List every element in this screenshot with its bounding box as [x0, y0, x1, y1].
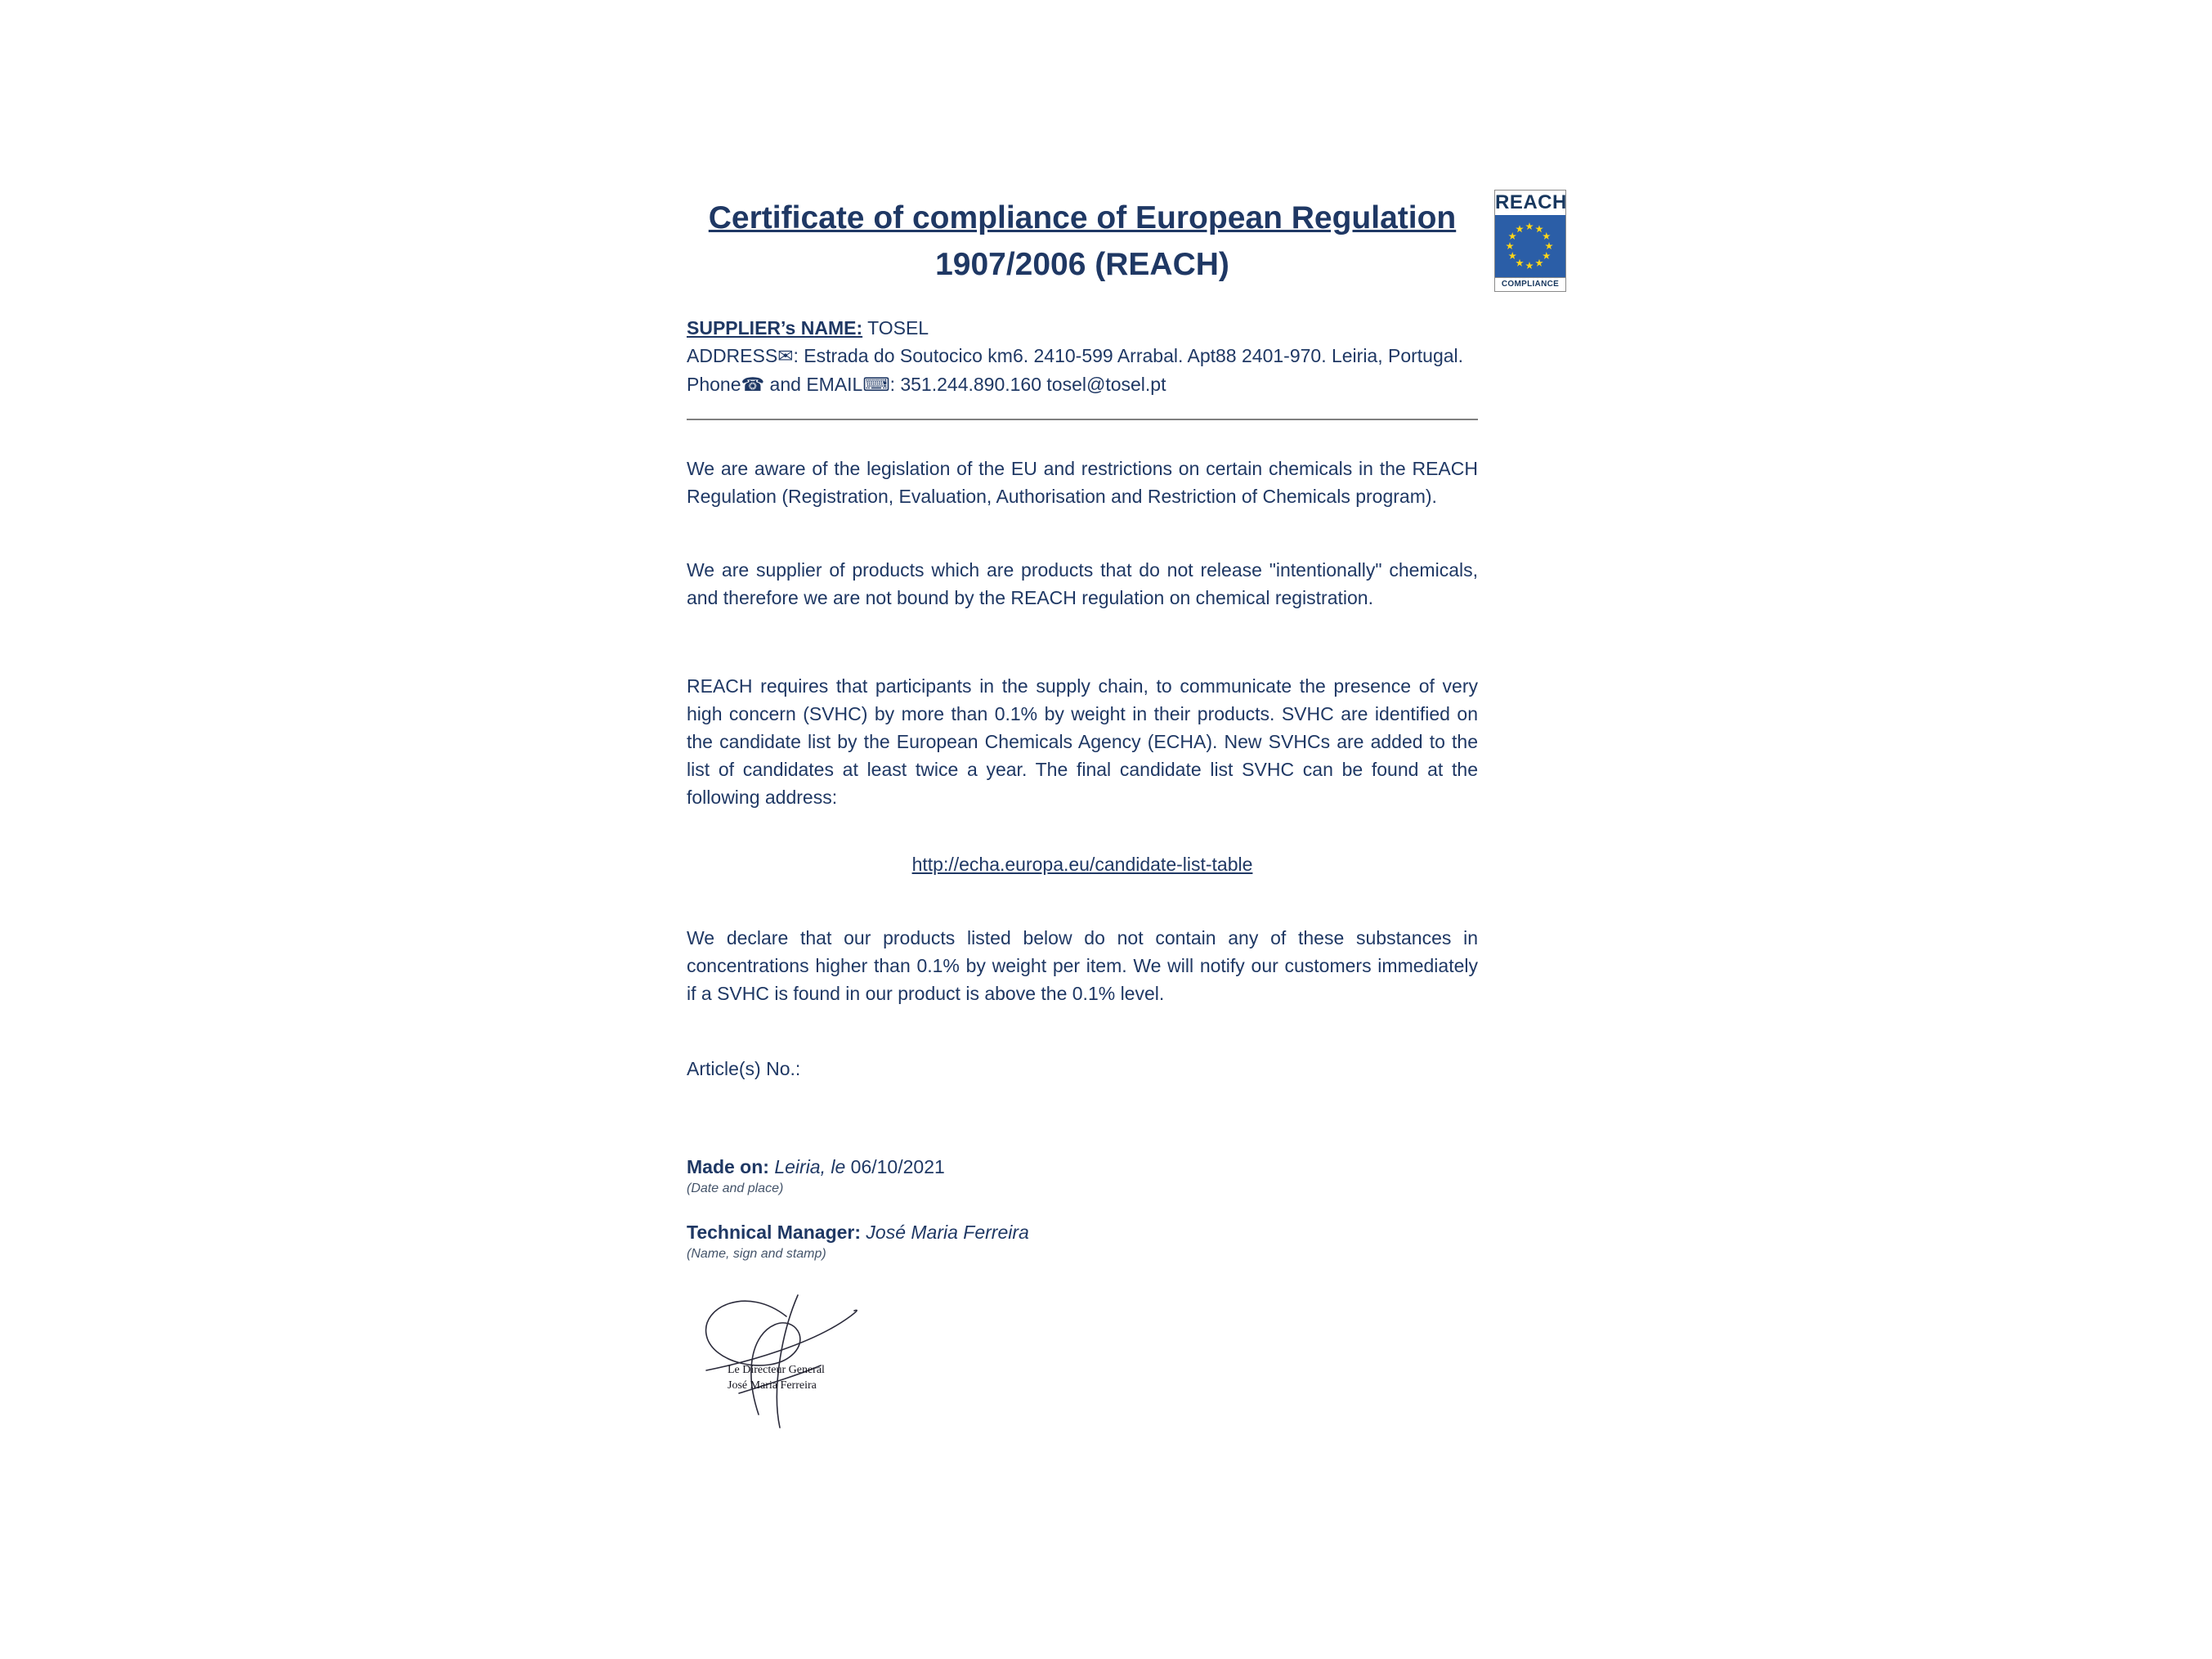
phone-label: Phone	[687, 374, 741, 395]
eu-stars-icon	[1495, 215, 1565, 277]
name-sign-note: (Name, sign and stamp)	[687, 1247, 826, 1261]
signature	[690, 1292, 911, 1435]
made-on-date: 06/10/2021	[845, 1156, 945, 1177]
made-on-label: Made on:	[687, 1156, 769, 1177]
technical-manager-line	[687, 1218, 1478, 1246]
supplier-phone-line	[687, 370, 1478, 399]
made-on-line	[687, 1153, 1478, 1181]
paragraph-svhc: REACH requires that participants in the supply chain, to communicate the presence of very high concern (SVHC) by more than 0.1% by weight in their products. SVHC are identified on the candidate list by the European Chemicals Agency (ECHA). New SVHCs are added to the list of candidates at least twice a year. The final candidate list SVHC can be found at the following address:	[687, 675, 1478, 808]
phone-email-value: : 351.244.890.160 tosel@tosel.pt	[889, 374, 1166, 395]
paragraph-legislation: We are aware of the legislation of the EU and restrictions on certain chemicals in the REACH Regulation (Registration, Evaluation, Authorisation and Restriction of Chemicals program).	[687, 458, 1478, 507]
supplier-name-line	[687, 314, 1478, 342]
title-line-1: Certificate of compliance of European Regulation	[708, 200, 1457, 235]
technical-manager-name: José Maria Ferreira	[861, 1222, 1029, 1243]
section-divider	[687, 419, 1478, 420]
envelope-icon: ✉	[777, 346, 794, 367]
signature-text-line2: José Maria Ferreira	[728, 1379, 817, 1392]
eu-flag	[1495, 215, 1565, 277]
technical-manager-label: Technical Manager:	[687, 1222, 862, 1243]
supplier-name-value: TOSEL	[862, 317, 929, 339]
logo-compliance-text: COMPLIANCE	[1495, 277, 1565, 291]
address-value: : Estrada do Soutocico km6. 2410-599 Arrabal. Apt88 2401-970. Leiria, Portugal.	[793, 345, 1464, 366]
signature-text-line1: Le Directeur General	[728, 1364, 825, 1376]
reach-compliance-logo	[1494, 190, 1566, 292]
document-content	[687, 195, 1478, 1435]
logo-reach-text: REACH	[1495, 191, 1567, 213]
email-label: and EMAIL	[764, 374, 863, 395]
candidate-list-link[interactable]: http://echa.europa.eu/candidate-list-table	[911, 854, 1253, 875]
address-label: ADDRESS	[687, 345, 778, 366]
articles-label: Article(s) No.:	[687, 1058, 801, 1079]
paragraph-declaration: We declare that our products listed below do not contain any of these substances in concentrations higher than 0.1% by weight per item. We will notify our customers immediately if a SVHC is found in our product is above the 0.1% level.	[687, 927, 1478, 1004]
phone-icon: ☎	[741, 374, 765, 396]
supplier-name-label: SUPPLIER’s NAME:	[687, 317, 863, 339]
candidate-list-link-row	[687, 850, 1478, 878]
made-on-place: Leiria, le	[768, 1156, 846, 1177]
title-line-2: 1907/2006 (REACH)	[935, 247, 1229, 282]
date-place-note: (Date and place)	[687, 1181, 784, 1195]
supplier-address-line	[687, 342, 1478, 370]
document-title	[687, 195, 1478, 288]
fax-icon: ⌨	[862, 374, 890, 396]
paragraph-supplier-declaration: We are supplier of products which are products that do not release "intentionally" chemicals, and therefore we are not bound by the REACH regulation on chemical registration.	[687, 559, 1478, 608]
